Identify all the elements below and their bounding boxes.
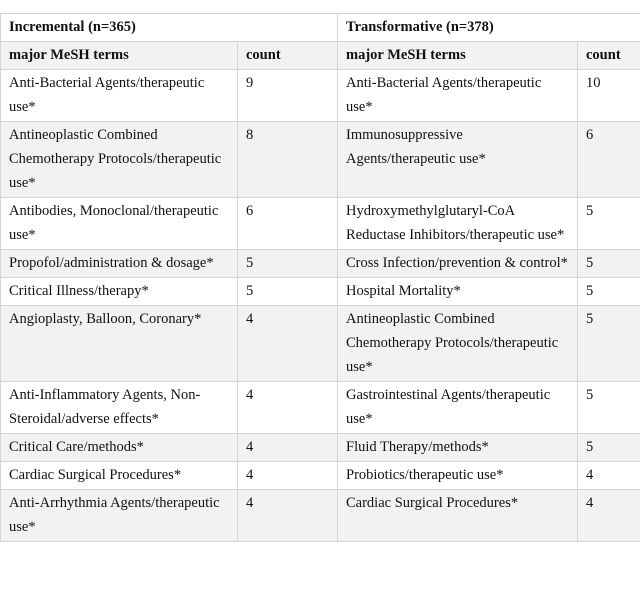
term-cell: Anti-Bacterial Agents/therapeutic use* [1, 70, 238, 122]
table-row [1, 382, 640, 434]
table-row [1, 490, 640, 542]
term-cell: Hospital Mortality* [338, 278, 578, 306]
term-cell: Cardiac Surgical Procedures* [338, 490, 578, 542]
count-cell: 4 [578, 490, 640, 542]
term-cell: Critical Care/methods* [1, 434, 238, 462]
count-cell: 4 [238, 462, 338, 490]
count-cell: 10 [578, 70, 640, 122]
count-cell: 4 [238, 434, 338, 462]
table-row [1, 306, 640, 382]
count-cell: 5 [578, 198, 640, 250]
term-cell: Gastrointestinal Agents/therapeutic use* [338, 382, 578, 434]
count-cell: 5 [578, 382, 640, 434]
table-row [1, 70, 640, 122]
count-cell: 5 [578, 434, 640, 462]
count-cell: 5 [578, 306, 640, 382]
term-cell: Antibodies, Monoclonal/therapeutic use* [1, 198, 238, 250]
column-header-count: count [578, 42, 640, 70]
group-header-transformative: Transformative (n=378) [338, 14, 640, 42]
count-cell: 5 [578, 278, 640, 306]
mesh-terms-table [0, 13, 640, 542]
count-cell: 5 [238, 250, 338, 278]
count-cell: 4 [238, 306, 338, 382]
table-row [1, 198, 640, 250]
count-cell: 6 [238, 198, 338, 250]
term-cell: Immunosuppressive Agents/therapeutic use* [338, 122, 578, 198]
term-cell: Hydroxymethylglutaryl-CoA Reductase Inhibitors/therapeutic use* [338, 198, 578, 250]
table-row [1, 434, 640, 462]
table-row [1, 250, 640, 278]
term-cell: Anti-Inflammatory Agents, Non-Steroidal/adverse effects* [1, 382, 238, 434]
term-cell: Angioplasty, Balloon, Coronary* [1, 306, 238, 382]
table-row [1, 462, 640, 490]
column-header-term: major MeSH terms [338, 42, 578, 70]
count-cell: 9 [238, 70, 338, 122]
term-cell: Antineoplastic Combined Chemotherapy Protocols/therapeutic use* [338, 306, 578, 382]
column-header-count: count [238, 42, 338, 70]
table-row [1, 122, 640, 198]
term-cell: Propofol/administration & dosage* [1, 250, 238, 278]
column-header-term: major MeSH terms [1, 42, 238, 70]
term-cell: Cross Infection/prevention & control* [338, 250, 578, 278]
term-cell: Antineoplastic Combined Chemotherapy Protocols/therapeutic use* [1, 122, 238, 198]
count-cell: 4 [238, 382, 338, 434]
term-cell: Fluid Therapy/methods* [338, 434, 578, 462]
count-cell: 4 [238, 490, 338, 542]
group-header-incremental: Incremental (n=365) [1, 14, 338, 42]
count-cell: 6 [578, 122, 640, 198]
count-cell: 5 [238, 278, 338, 306]
term-cell: Anti-Arrhythmia Agents/therapeutic use* [1, 490, 238, 542]
term-cell: Critical Illness/therapy* [1, 278, 238, 306]
count-cell: 8 [238, 122, 338, 198]
term-cell: Anti-Bacterial Agents/therapeutic use* [338, 70, 578, 122]
term-cell: Probiotics/therapeutic use* [338, 462, 578, 490]
table-row [1, 278, 640, 306]
term-cell: Cardiac Surgical Procedures* [1, 462, 238, 490]
count-cell: 5 [578, 250, 640, 278]
count-cell: 4 [578, 462, 640, 490]
